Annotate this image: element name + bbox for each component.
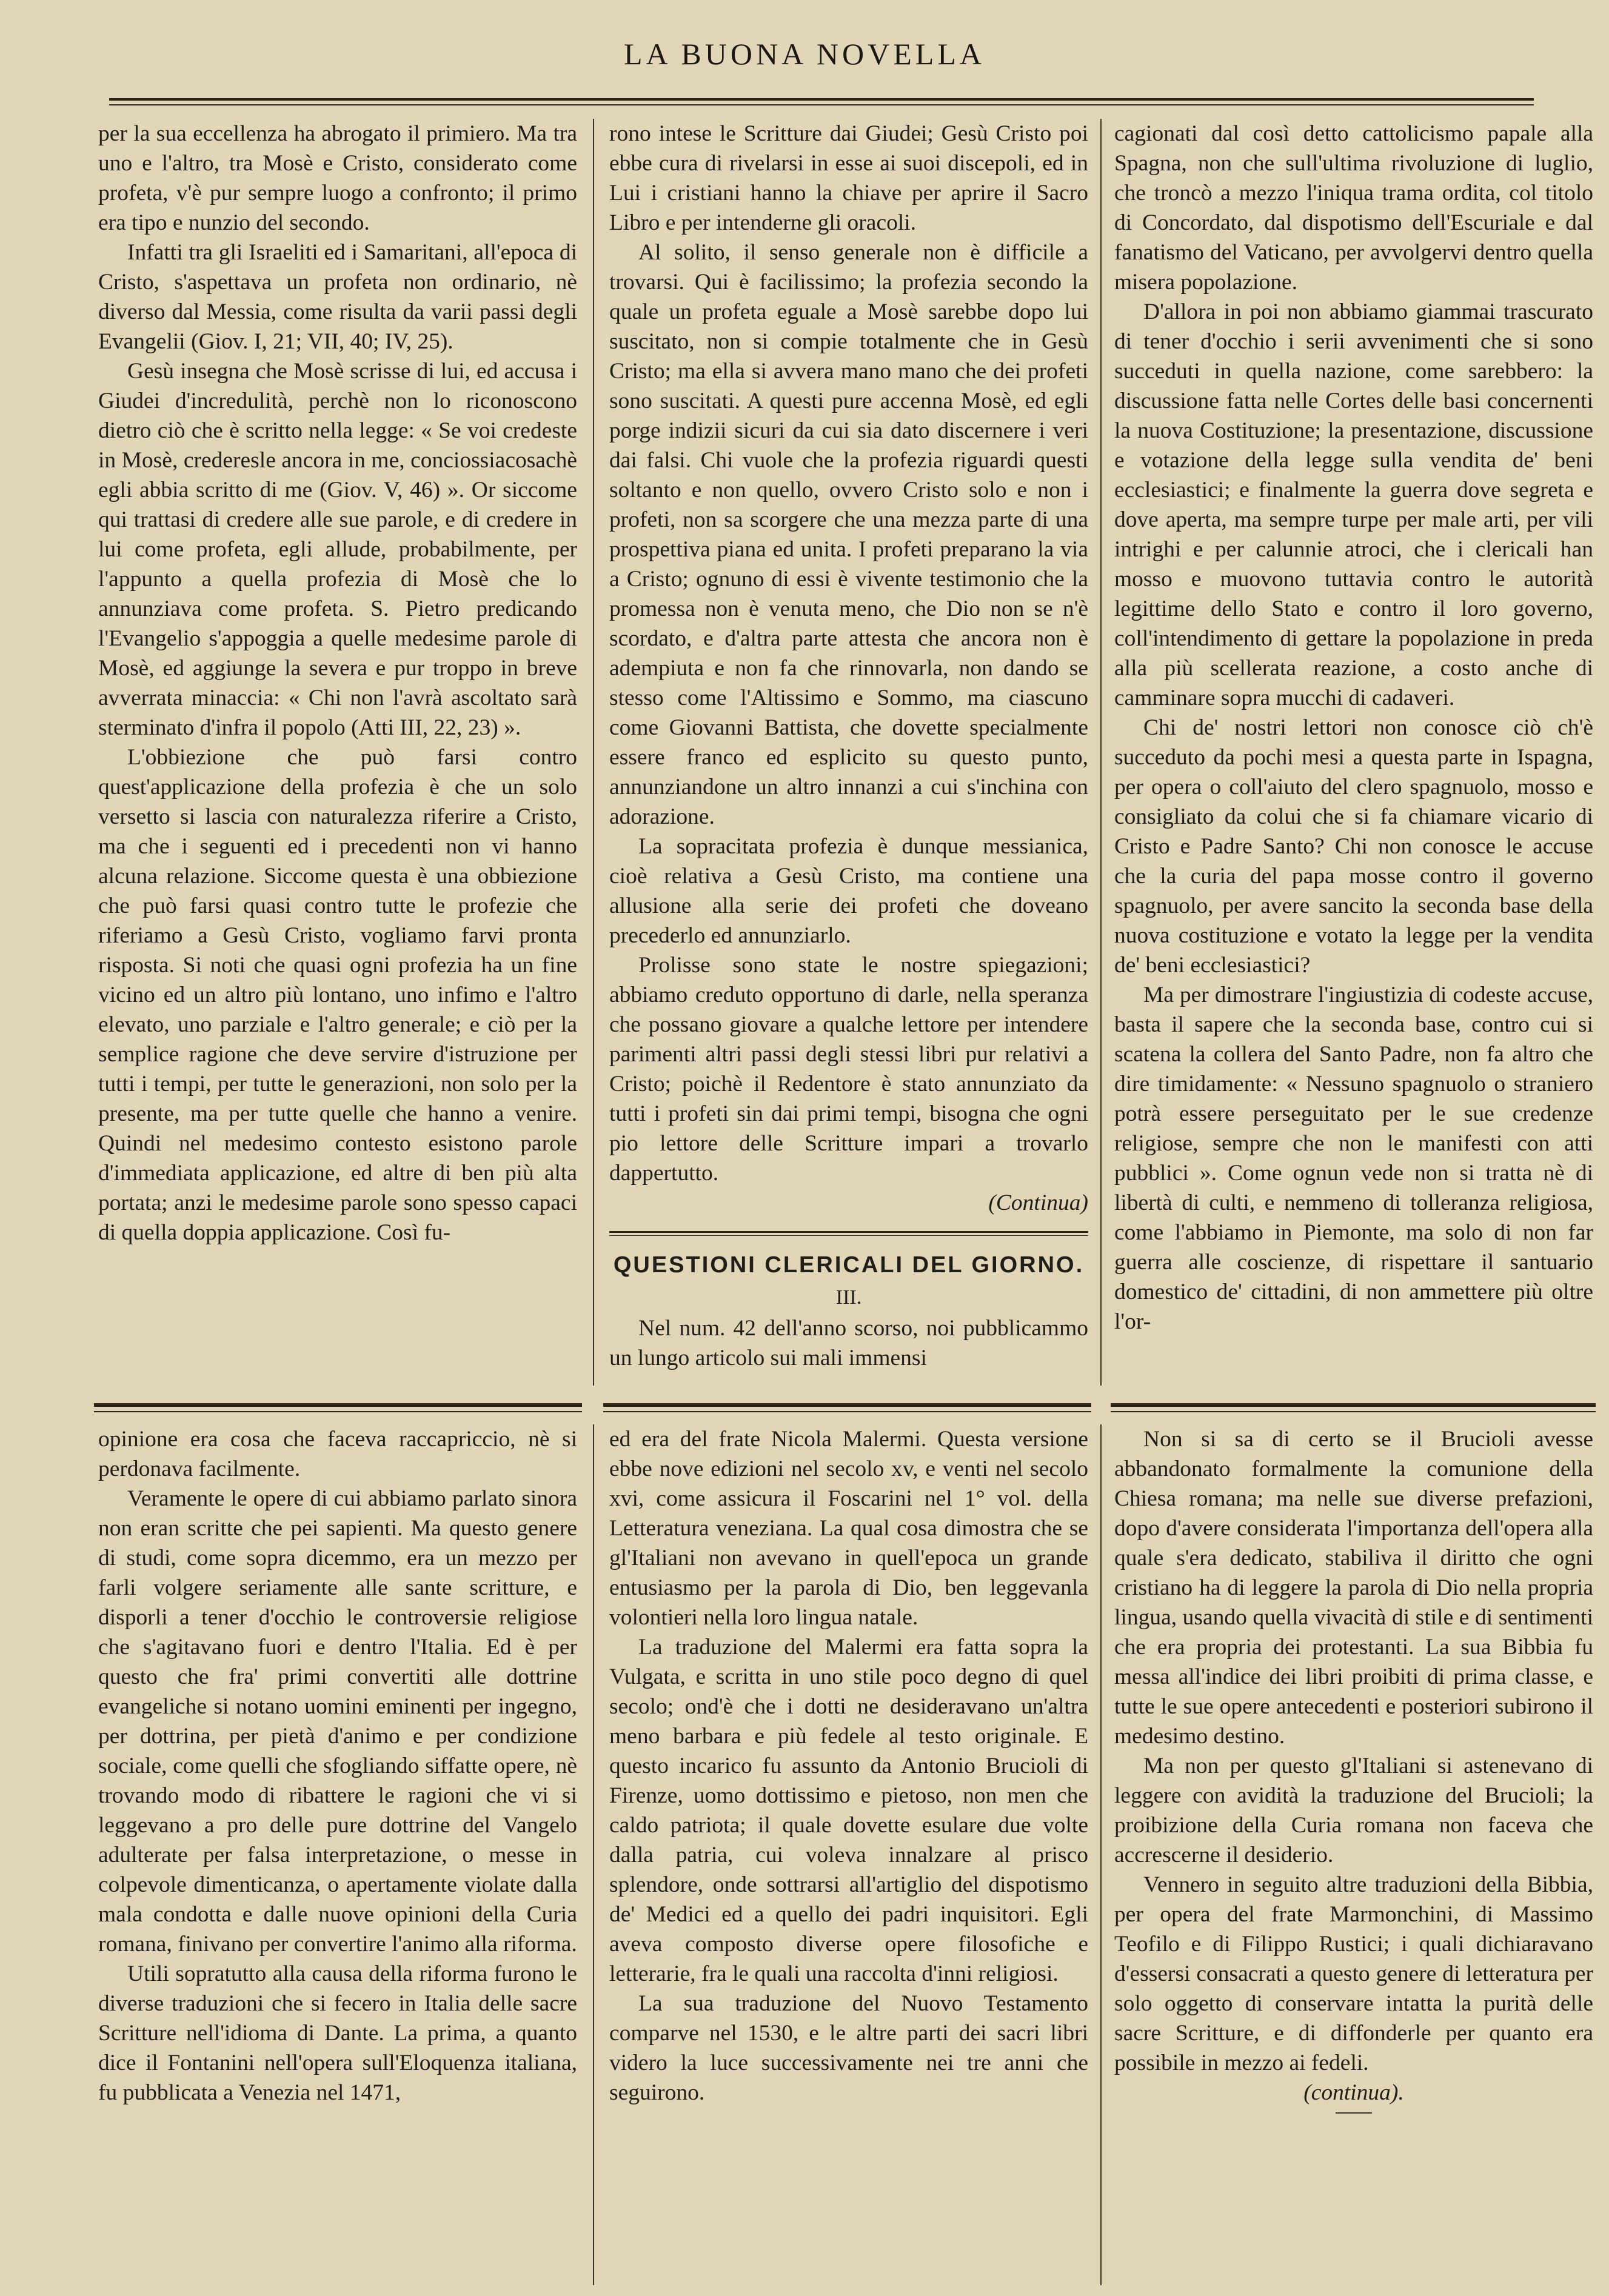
paragraph: Infatti tra gli Israeliti ed i Samaritani, all'epoca di Cristo, s'aspettava un profeta non ordinario, nè diverso dal Messia, come risulta da varii passi degli Evangelii (Giov. I, 21; VII, 40; IV, 25). <box>98 240 577 354</box>
section-divider <box>1111 1403 1596 1407</box>
column-rule <box>1100 119 1102 1386</box>
paragraph: opinione era cosa che faceva raccapriccio, nè si perdonava facilmente. <box>98 1427 577 1481</box>
column-rule <box>593 1424 594 2285</box>
article-separator <box>609 1231 1088 1233</box>
paragraph: Chi de' nostri lettori non conosce ciò ch'è succeduto da pochi mesi a questa parte in Ispagna, per opera o coll'aiuto del clero spagnuolo, mosso e consigliato da colui che si fa chiamare vicario di Cristo e Padre Santo? Chi non conosce le accuse che la curia del papa mosse contro il governo spagnuolo, per avere sancito la seconda base della nuova costituzione e votato la legge per la vendita de' beni ecclesiastici? <box>1114 715 1593 978</box>
paragraph: Ma per dimostrare l'ingiustizia di codeste accuse, basta il sapere che la seconda base, contro cui si scatena la collera del Santo Padre, non fa altro che dire timidamente: « Nessuno spagnuolo o straniero potrà essere perseguitato per le sue credenze religiose, sempre che non le manifesti con atti pubblici ». Come ognun vede non si tratta nè di libertà di culti, e nemmeno di tolleranza religiosa, come l'abbiamo in Piemonte, ma solo di non far guerra alle coscienze, di rispettare il santuario domestico de' cittadini, di non ammettere più oltre l'or- <box>1114 983 1593 1334</box>
masthead-title: LA BUONA NOVELLA <box>624 37 985 71</box>
paragraph: La traduzione del Malermi era fatta sopra la Vulgata, e scritta in uno stile poco degno di quel secolo; ond'è che i dotti ne desideravano un'altra meno barbara e più fedele al testo originale. E questo incarico fu assunto da Antonio Brucioli di Firenze, uomo dottissimo e pietoso, non men che caldo patriota; il quale dovette esulare due volte dalla patria, cui voleva innalzare al prisco splendore, onde sottrarsi all'artiglio del dispotismo de' Medici ed a quello dei padri inquisitori. Egli aveva composto diverse opere filosofiche e letterarie, fra le quali una raccolta d'inni religiosi. <box>609 1635 1088 1986</box>
paragraph: rono intese le Scritture dai Giudei; Gesù Cristo poi ebbe cura di rivelarsi in esse ai suoi discepoli, ed in Lui i cristiani hanno la chiave per aprire il Sacro Libro e per intenderne gli oracoli. <box>609 121 1088 235</box>
paragraph: D'allora in poi non abbiamo giammai trascurato di tener d'occhio i serii avvenimenti che si sono succeduti in quella nazione, come sarebbero: la discussione fatta nelle Cortes delle basi concernenti la nuova Costituzione; la presentazione, discussione e votazione della legge sulla vendita de' beni ecclesiastici; e finalmente la guerra dove segreta e dove aperta, ma sempre turpe per male arti, per vili intrighi e per calunnie atroci, che i clericali han mosso e muovono tuttavia contro le autorità legittime dello Stato e contro il loro governo, coll'intendimento di gettare la popolazione in preda alla più scellerata reazione, a costo anche di camminare sopra mucchi di cadaveri. <box>1114 299 1593 710</box>
section-divider-thin <box>94 1411 582 1412</box>
paragraph: Nel num. 42 dell'anno scorso, noi pubblicammo un lungo articolo sui mali immensi <box>609 1316 1088 1370</box>
paragraph: Veramente le opere di cui abbiamo parlato sinora non eran scritte che pei sapienti. Ma questo genere di studi, come sopra dicemmo, era un mezzo per farli volgere seriamente alle sante scritture, e disporli a tener d'occhio le controversie religiose che s'agitavano fuori e dentro l'Italia. Ed è per questo che fra' primi convertiti alle dottrine evangeliche si notano uomini eminenti per ingegno, per dottrina, per pietà d'animo e per condizione sociale, come quelli che sfogliando siffatte opere, nè trovando modo di ribattere le ragioni che vi si leggevano a pro delle pure dottrine del Vangelo adulterate per falsa interpretazione, o messe in colpevole dimenticanza, o apertamente violate dalla mala condotta e dalle nuove opinioni della Curia romana, finivano per convertire l'animo alla riforma. <box>98 1486 577 1957</box>
section-number: III. <box>835 1286 862 1309</box>
top-column-3 <box>1114 119 1593 1386</box>
paragraph: Al solito, il senso generale non è difficile a trovarsi. Qui è facilissimo; la profezia secondo la quale un profeta eguale a Mosè sarebbe dopo lui suscitato, non si compie totalmente che in Gesù Cristo; ma ella si avvera mano mano che dei profeti sono suscitati. A questi pure accenna Mosè, ed egli porge indizii sicuri da cui sia dato discernere i veri dai falsi. Chi vuole che la profezia riguardi questi soltanto e non quello, ovvero Cristo solo e non i profeti, non sa scorgere che una mezza parte di una prospettiva piana ed unita. I profeti preparano la via a Cristo; ognuno di essi è vivente testimonio che la promessa non è venuta meno, che Dio non se n'è scordato, e d'altra parte attesta che ancora non è adempiuta e non fa che rinnovarla, non dando se stesso come l'Altissimo e Sommo, ma ciascuno come Giovanni Battista, che dovette specialmente essere franco ed esplicito su questo punto, annunziandone un altro innanzi a cui s'inchina con adorazione. <box>609 240 1088 829</box>
bottom-column-2 <box>609 1424 1088 2285</box>
article-separator-thin <box>609 1235 1088 1236</box>
top-column-2 <box>609 119 1088 1386</box>
paragraph: La sua traduzione del Nuovo Testamento comparve nel 1530, e le altre parti dei sacri libri videro la luce successivamente nei tre anni che seguirono. <box>609 1991 1088 2105</box>
continua-signoff: (continua). <box>1303 2080 1404 2105</box>
paragraph: L'obbiezione che può farsi contro quest'applicazione della profezia è che un solo versetto si lascia con naturalezza riferire a Cristo, ma che i seguenti ed i precedenti non vi hanno alcuna relazione. Siccome questa è una obbiezione che può farsi quasi contro tutte le profezie che riferiamo a Gesù Cristo, vogliamo farvi pronta risposta. Si noti che quasi ogni profezia ha un fine vicino ed un altro più lontano, uno infimo e l'altro elevato, uno parziale e l'altro generale; e ciò per la semplice ragione che deve servire d'istruzione per tutti i tempi, per tutte le generazioni, non solo per la presente, ma per tutte quelle che hanno a venire. Quindi nel medesimo contesto esistono parole d'immediata applicazione, ed altre di ben più alta portata; anzi le medesime parole sono spesso capaci di quella doppia applicazione. Così fu- <box>98 745 577 1245</box>
section-divider <box>603 1403 1091 1407</box>
paragraph: per la sua eccellenza ha abrogato il primiero. Ma tra uno e l'altro, tra Mosè e Cristo, considerato come profeta, v'è pur sempre luogo a confronto; il primo era tipo e nunzio del secondo. <box>98 121 577 235</box>
paragraph: Gesù insegna che Mosè scrisse di lui, ed accusa i Giudei d'incredulità, perchè non lo riconoscono dietro ciò che è scritto nella legge: « Se voi credeste in Mosè, crederesle ancora in me, conciossiacosachè egli abbia scritto di me (Giov. V, 46) ». Or siccome qui trattasi di credere alle sue parole, e di credere in lui come profeta, egli allude, probabilmente, per l'appunto a quella profezia di Mosè che lo annunziava come profeta. S. Pietro predicando l'Evangelio s'appoggia a quelle medesime parole di Mosè, ed aggiunge la severa e pur troppo in breve avverrata minaccia: « Chi non l'avrà ascoltato sarà sterminato d'infra il popolo (Atti III, 22, 23) ». <box>98 359 577 740</box>
section-divider-thin <box>1111 1411 1596 1412</box>
end-dash <box>1336 2112 1372 2114</box>
section-divider <box>94 1403 582 1407</box>
bottom-column-1 <box>98 1424 577 2285</box>
masthead-rule <box>109 98 1534 101</box>
paragraph: cagionati dal così detto cattolicismo papale alla Spagna, non che sull'ultima rivoluzione di luglio, che troncò a mezzo l'iniqua trama ordita, col titolo di Concordato, dal dispotismo dell'Escuriale e dal fanatismo del Vaticano, per avvolgervi dentro quella misera popolazione. <box>1114 121 1593 295</box>
continua-signoff: (Continua) <box>988 1190 1088 1215</box>
column-rule <box>1100 1424 1102 2285</box>
bottom-column-3 <box>1114 1424 1593 2285</box>
paragraph: Vennero in seguito altre traduzioni della Bibbia, per opera del frate Marmonchini, di Massimo Teofilo e di Filippo Rustici; i quali dichiaravano d'essersi consacrati a questo genere di letteratura per solo oggetto di conservare intatta la purità delle sacre Scritture, e di diffonderle per quanto era possibile in mezzo ai fedeli. <box>1114 1872 1593 2075</box>
paragraph: Utili sopratutto alla causa della riforma furono le diverse traduzioni che si fecero in Italia delle sacre Scritture nell'idioma di Dante. La prima, a quanto dice il Fontanini nell'opera sull'Eloquenza italiana, fu pubblicata a Venezia nel 1471, <box>98 1961 577 2105</box>
column-rule <box>593 119 594 1386</box>
top-column-1 <box>98 119 577 1386</box>
paragraph: Prolisse sono state le nostre spiegazioni; abbiamo creduto opportuno di darle, nella speranza che possano giovare a qualche lettore per intendere parimenti altri passi degli stessi libri pur relativi a Cristo; poichè il Redentore è stato annunziato da tutti i profeti sin dai primi tempi, bisogna che ogni pio lettore delle Scritture impari a trovarlo dappertutto. <box>609 953 1088 1186</box>
paragraph: Non si sa di certo se il Brucioli avesse abbandonato formalmente la comunione della Chiesa romana; ma nelle sue diverse prefazioni, dopo d'avere considerata l'importanza dell'opera alla quale s'era dedicato, stabiliva il diritto che ogni cristiano ha di leggere la parola di Dio nella propria lingua, usando quella vivacità di stile e di sentimenti che era propria dei protestanti. La sua Bibbia fu messa all'indice dei libri proibiti di prima classe, e tutte le sue opere antecedenti e posteriori subirono il medesimo destino. <box>1114 1427 1593 1749</box>
masthead-rule-thin <box>109 104 1534 105</box>
section-title: QUESTIONI CLERICALI DEL GIORNO. <box>613 1252 1085 1278</box>
section-divider-thin <box>603 1411 1091 1412</box>
paragraph: ed era del frate Nicola Malermi. Questa versione ebbe nove edizioni nel secolo xv, e venti nel secolo xvi, come assicura il Foscarini nel 1° vol. della Letteratura veneziana. La qual cosa dimostra che se gl'Italiani non avevano in quell'epoca un grande entusiasmo per la parola di Dio, ben leggevanla volontieri nella loro lingua natale. <box>609 1427 1088 1630</box>
paragraph: La sopracitata profezia è dunque messianica, cioè relativa a Gesù Cristo, ma contiene una allusione alla serie dei profeti che doveano precederlo ed annunziarlo. <box>609 834 1088 948</box>
paragraph: Ma non per questo gl'Italiani si astenevano di leggere con avidità la traduzione del Brucioli; la proibizione della Curia romana non faceva che accrescerne il desiderio. <box>1114 1754 1593 1867</box>
